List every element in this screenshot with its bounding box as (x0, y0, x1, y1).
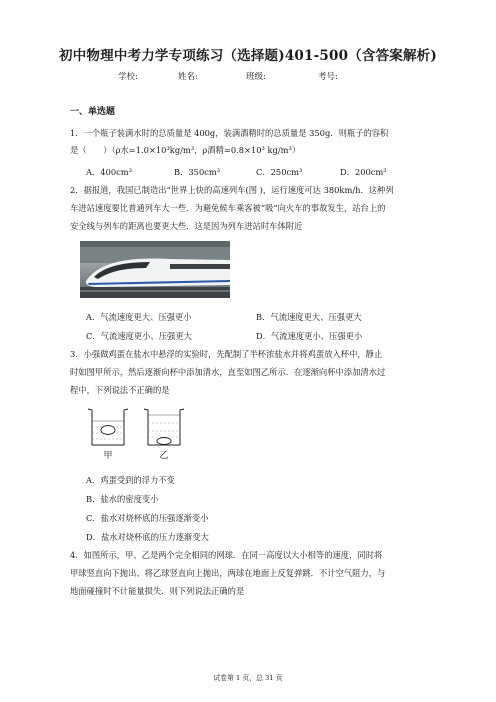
q3-option-c: C．盐水对烧杯底的压强逐渐变小 (86, 513, 209, 523)
q3-option-b: B．盐水的密度变小 (86, 494, 159, 504)
number-label: 考号: (318, 72, 338, 82)
q1-option-b: B．350cm³ (174, 167, 221, 177)
name-label: 姓名: (178, 72, 198, 82)
label-jia: 甲 (103, 451, 113, 461)
q2-option-b: B．气流速度更大、压强更大 (256, 312, 362, 322)
train-photo (80, 241, 230, 298)
q4-line3: 地面碰撞时不计能量损失．则下列说法正确的是 (70, 586, 245, 596)
q3-option-a: A．鸡蛋受到的浮力不变 (86, 475, 175, 485)
q1-option-c: C．250cm³ (256, 167, 303, 177)
q1-option-d: D．200cm³ (340, 167, 387, 177)
q3-line3: 程中，下列说法不正确的是 (70, 385, 170, 395)
q2-line3: 安全线与列车的距离也要更大些．这是因为列车进站时车体附近 (70, 221, 303, 231)
beaker-yi (144, 409, 184, 445)
section-heading: 一、单选题 (70, 107, 116, 117)
page-footer: 试卷第 1 页，总 31 页 (213, 674, 283, 682)
label-yi: 乙 (159, 451, 169, 461)
q3-line2: 时如图甲所示，然后逐渐向杯中添加清水，直至如图乙所示．在逐渐向杯中添加清水过 (70, 367, 386, 377)
q2-option-c: C．气流速度更小、压强更大 (86, 331, 192, 341)
q4-line2: 甲球竖直向下抛出、将乙球竖直向上抛出，两球在地面上反复弹跳．不计空气阻力，与 (70, 568, 386, 578)
q2-line1: 2．据报道，我国已制造出“世界上快的高速列车(图 )，运行速度可达 380km/h．这种列 (70, 185, 394, 195)
q2-option-a: A．气流速度更大、压强更小 (86, 312, 192, 322)
school-label: 学校: (118, 72, 138, 82)
q2-option-d: D．气流速度更小、压强更小 (256, 331, 363, 341)
beaker-diagram (86, 407, 196, 467)
q1-line2: 是（ ）（ρ水=1.0×10³kg/m³，ρ酒精=0.8×10³ kg/m³） (70, 145, 301, 155)
q2-line2: 车进站速度要比普通列车大一些．为避免候车乘客被“吸”向火车的事故发生，站台上的 (70, 203, 386, 213)
q4-line1: 4．如图所示，甲、乙是两个完全相同的网球．在同一高度以大小相等的速度，同时将 (70, 550, 383, 560)
q3-option-d: D．盐水对烧杯底的压力逐渐变大 (86, 532, 209, 542)
q1-option-a: A．400cm³ (86, 167, 132, 177)
class-label: 班级: (246, 72, 266, 82)
beaker-jia (88, 409, 128, 445)
page-title: 初中物理中考力学专项练习（选择题)401-500（含答案解析) (59, 48, 437, 64)
q3-line1: 3．小强做鸡蛋在盐水中悬浮的实验时，先配制了半杯浓盐水并将鸡蛋放入杯中，静止 (70, 349, 383, 359)
q1-line1: 1．一个瓶子装满水时的总质量是 400g，装满酒精时的总质量是 350g．则瓶子的容积 (70, 128, 389, 138)
